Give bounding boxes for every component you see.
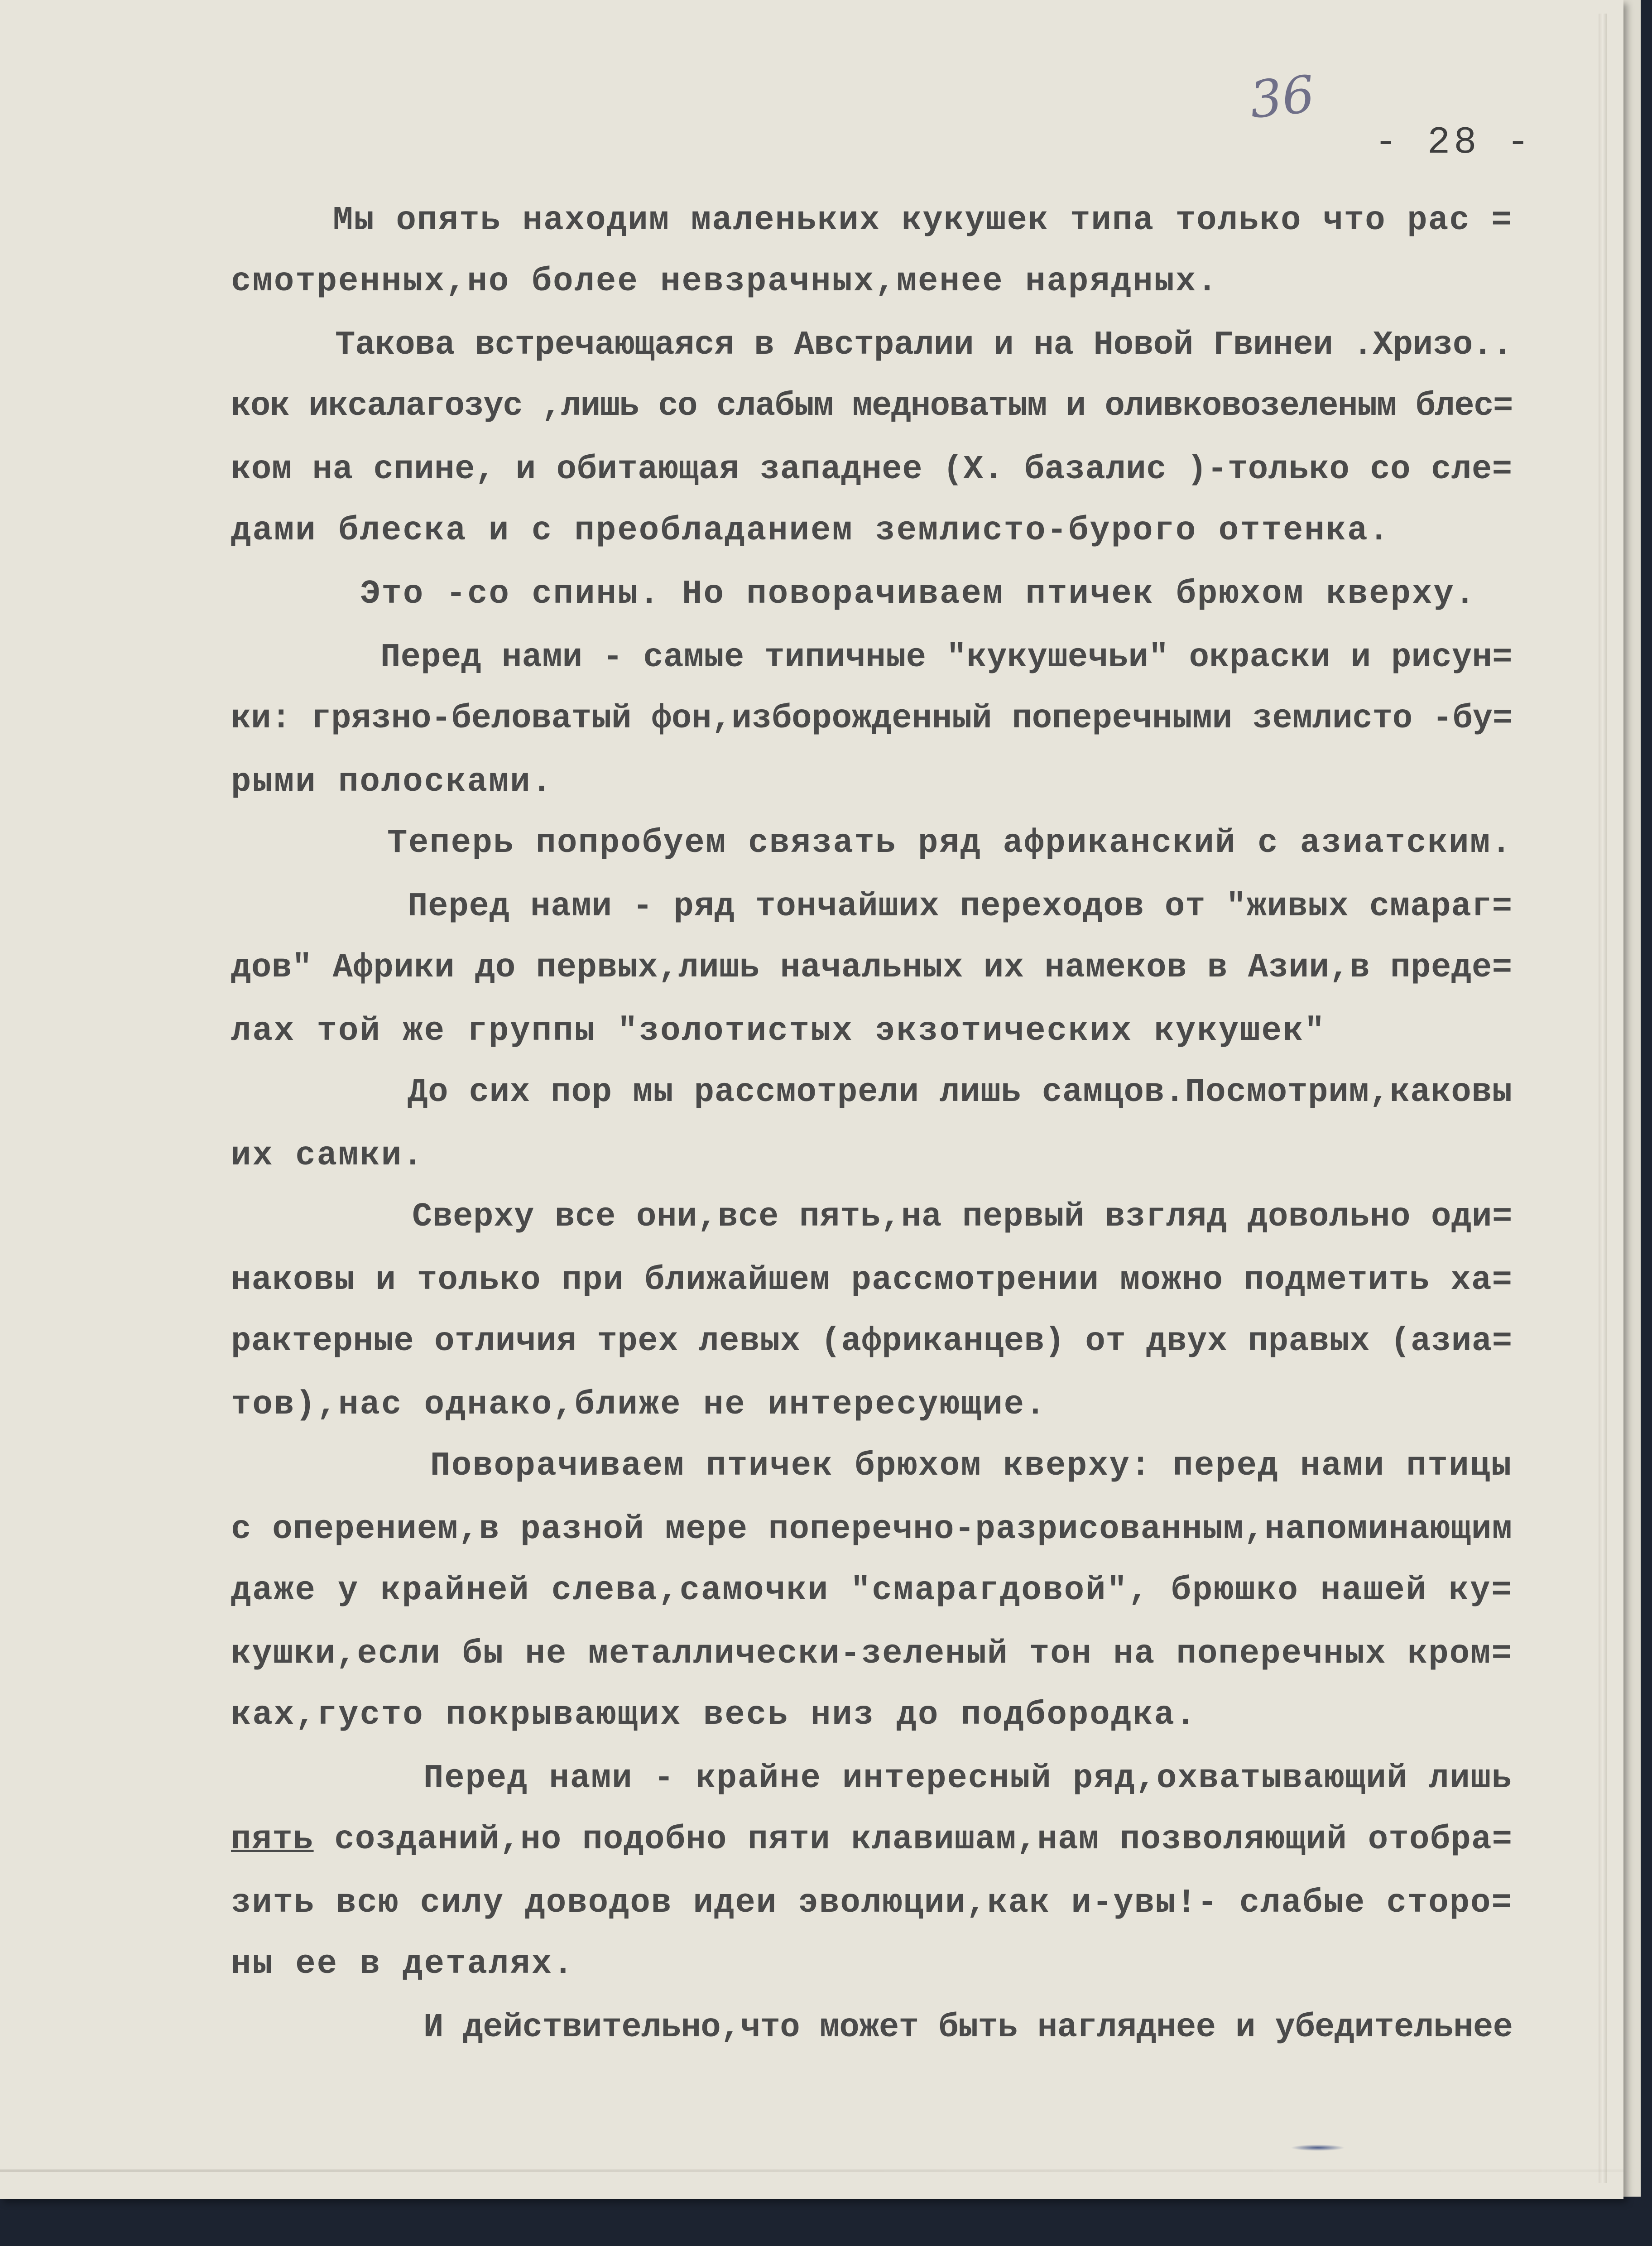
text-line: Теперь попробуем связать ряд африканский с азиатским. (387, 824, 1513, 862)
text-line: Такова встречающаяся в Австралии и на Новой Гвинеи .Хризо.. (335, 326, 1513, 364)
text-line: смотренных,но более невзрачных,менее нарядных. (231, 263, 1219, 301)
text-line: ны ее в деталях. (231, 1945, 575, 1983)
text-line: Перед нами - крайне интересный ряд,охватывающий лишь (423, 1760, 1513, 1798)
text-line: кок иксалагозус ,лишь со слабым медноватым и оливковозеленым блес= (231, 387, 1513, 425)
text-line: Сверху все они,все пять,на первый взгляд довольно оди= (412, 1198, 1513, 1236)
text-line: зить всю силу доводов идеи эволюции,как и-увы!- слабые сторо= (231, 1884, 1513, 1922)
text-line: кушки,если бы не металлически-зеленый тон на поперечных кром= (231, 1635, 1513, 1673)
text-line: рактерные отличия трех левых (африканцев) от двух правых (азиа= (231, 1323, 1513, 1361)
text-line (231, 1821, 1513, 1859)
text-line: их самки. (231, 1137, 424, 1175)
text-line-rest: созданий,но подобно пяти клавишам,нам позволяющий отобра= (313, 1821, 1513, 1859)
text-line: с оперением,в разной мере поперечно-разрисованным,напоминающим (231, 1510, 1513, 1549)
handwritten-folio-number: 36 (1247, 64, 1317, 130)
text-line: Перед нами - самые типичные "кукушечьи" окраски и рисун= (380, 639, 1513, 677)
text-line: дами блеска и с преобладанием землисто-бурого оттенка. (231, 512, 1390, 550)
text-line: дов" Африки до первых,лишь начальных их намеков в Азии,в преде= (231, 949, 1513, 987)
ink-smudge (1291, 2145, 1345, 2151)
text-line: До сих пор мы рассмотрели лишь самцов.Посмотрим,каковы (408, 1073, 1513, 1111)
text-line: И действительно,что может быть нагляднее и убедительнее (423, 2009, 1513, 2047)
text-line: ки: грязно-беловатый фон,изборожденный поперечными землисто -бу= (231, 700, 1513, 738)
text-line: Мы опять находим маленьких кукушек типа только что рас = (333, 202, 1513, 240)
text-line: ках,густо покрывающих весь низ до подбородка. (231, 1696, 1197, 1734)
text-line: Это -со спины. Но поворачиваем птичек брюхом кверху. (360, 575, 1477, 613)
text-line: Поворачиваем птичек брюхом кверху: перед нами птицы (430, 1447, 1513, 1485)
text-line: лах той же группы "золотистых экзотических кукушек" (231, 1012, 1326, 1050)
page-crease (0, 2169, 1623, 2172)
text-line: рыми полосками. (231, 763, 553, 801)
text-line: Перед нами - ряд тончайших переходов от "живых смараг= (408, 888, 1513, 926)
text-line: тов),нас однако,ближе не интересующие. (231, 1386, 1047, 1424)
text-line: даже у крайней слева,самочки "смарагдовой", брюшко нашей ку= (231, 1572, 1513, 1610)
underlined-word: пять (231, 1821, 314, 1859)
text-line: ком на спине, и обитающая западнее (Х. базалис )-только со сле= (231, 451, 1513, 489)
page-number: - 28 - (1374, 121, 1533, 164)
text-line: наковы и только при ближайшем рассмотрении можно подметить ха= (231, 1261, 1513, 1299)
